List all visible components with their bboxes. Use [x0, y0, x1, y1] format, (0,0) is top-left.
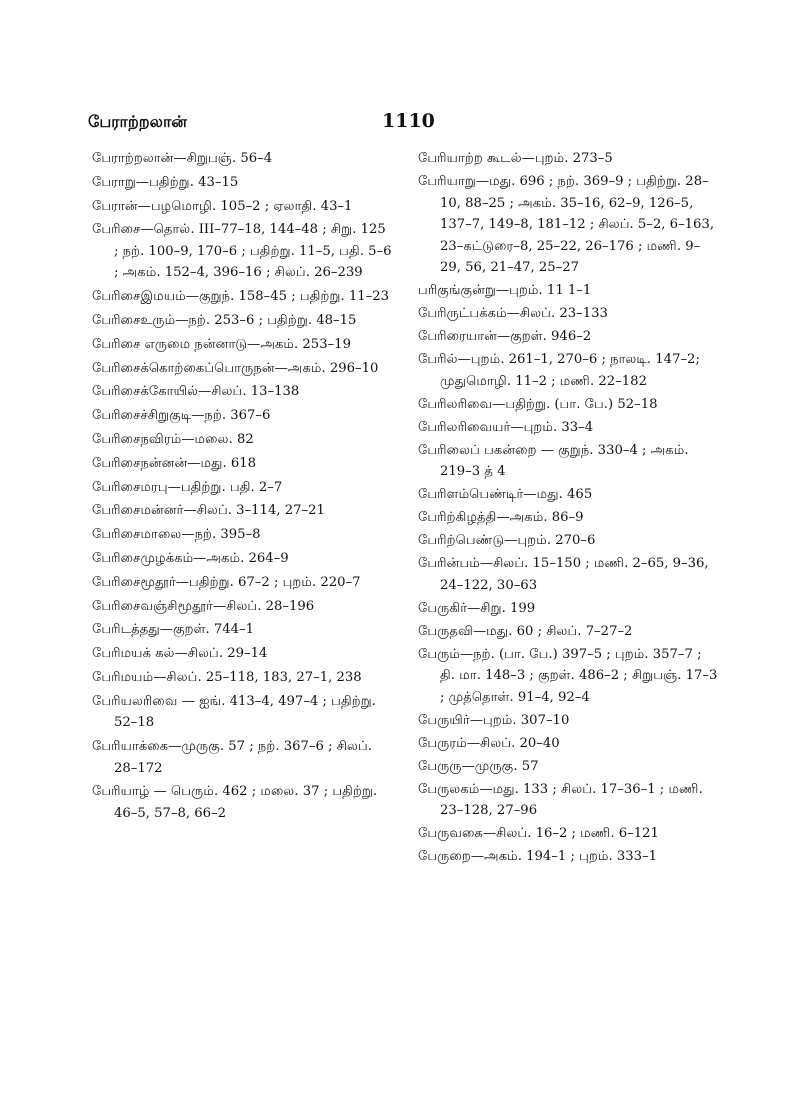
- index-entry: பேருகிர்—சிறு. 199: [418, 600, 536, 616]
- index-entry: பேரிசைநன்னன்—மது. 618: [92, 455, 257, 471]
- index-entry: பேரிசைஉரும்—நற். 253–6 ; பதிற்று. 48–15: [92, 312, 357, 328]
- index-entry: பேரிளம்பெண்டிர்—மது. 465: [418, 487, 593, 502]
- index-entry: பேரிற்கிழத்தி—அகம். 86–9: [418, 510, 584, 525]
- index-entry: பேரிடத்தது—குறள். 744–1: [92, 622, 255, 638]
- index-entry: பேருவகை—சிலப். 16–2 ; மணி. 6–121: [418, 826, 659, 841]
- index-entry: பேரியலரிவை — ஐங். 413–4, 497–4 ; பதிற்று. 52–18: [92, 693, 381, 731]
- index-entry: பேரிசைஇமயம்—குறுந். 158–45 ; பதிற்று. 11–23: [92, 289, 390, 305]
- index-entry: பேராற்றலான்—சிறுபஞ். 56–4: [92, 151, 273, 166]
- index-entry: பேரிசைமன்னர்—சிலப். 3–114, 27–21: [92, 503, 325, 519]
- right-column: [418, 148, 722, 869]
- index-entry: பேரிசைமரபு—பதிற்று. பதி. 2–7: [92, 479, 283, 495]
- index-entry: பேருறை—அகம். 194–1 ; புறம். 333–1: [418, 849, 658, 864]
- index-entry: பேரியாறு—மது. 696 ; நற். 369–9 ; பதிற்று. 28–10, 88–25 ; அகம். 35–16, 62–9, 126–5, 137–7, 149–8, 181–12 ; சிலப். 5–2, 6–163, 23–கட்டுரை–8, 25–22, 26–176 ; மணி. 9–29, 56, 21–47, 25–27: [418, 174, 719, 275]
- running-headword: பேராற்றலான்: [88, 112, 187, 131]
- index-entry: பேரிசைமுழக்கம்—அகம். 264–9: [92, 550, 289, 566]
- index-entry: பேரிசைவஞ்சிமூதூர்—சிலப். 28–196: [92, 598, 315, 614]
- index-entry: பேரிசைநவிரம்—மலை. 82: [92, 431, 254, 447]
- index-entry: பேரிருட்பக்கம்—சிலப். 23–133: [418, 306, 608, 321]
- index-entry: பேரிசை எருமை நன்னாடு—அகம். 253–19: [92, 336, 351, 352]
- index-entry: பேரான்—பழமொழி. 105–2 ; ஏலாதி. 43–1: [92, 198, 353, 214]
- index-entry: பேரிரையான்—குறள். 946–2: [418, 329, 592, 344]
- index-entry: பேரிசை—தொல். III–77–18, 144–48 ; சிறு. 125 ; நற். 100–9, 170–6 ; பதிற்று. 11–5, பதி. 5–6 ; அகம். 152–4, 396–16 ; சிலப். 26–239: [92, 222, 396, 281]
- index-entry: பேருலகம்—மது. 133 ; சிலப். 17–36–1 ; மணி. 23–128, 27–96: [418, 781, 708, 818]
- index-entry: பரிகுங்குன்று—புறம். 11 1–1: [418, 283, 592, 298]
- index-entry: பேரும்—நற். (பா. பே.) 397–5 ; புறம். 357–7 ; தி. மா. 148–3 ; குறள். 486–2 ; சிறுபஞ். 17–3 ; முத்தொள். 91–4, 92–4: [418, 646, 722, 705]
- index-entry: பேரில்—புறம். 261–1, 270–6 ; நாலடி. 147–2; முதுமொழி. 11–2 ; மணி. 22–182: [418, 352, 705, 389]
- index-entry: பேரிற்பெண்டு—புறம். 270–6: [418, 533, 596, 548]
- index-entry: பேருதவி—மது. 60 ; சிலப். 7–27–2: [418, 623, 633, 639]
- index-entry: பேரிசைமாலை—நற். 395–8: [92, 527, 261, 543]
- index-entry: பேரிமயம்—சிலப். 25–118, 183, 27–1, 238: [92, 669, 362, 685]
- index-entry: பேரியாழ் — பெரும். 462 ; மலை. 37 ; பதிற்று. 46–5, 57–8, 66–2: [92, 784, 382, 821]
- left-column: [92, 148, 396, 827]
- index-entry: பேருரு—முருகு. 57: [418, 758, 539, 774]
- index-entry: பேரிமயக் கல்—சிலப். 29–14: [92, 646, 268, 662]
- index-entry: பேரின்பம்—சிலப். 15–150 ; மணி. 2–65, 9–36, 24–122, 30–63: [418, 556, 713, 593]
- index-entry: பேரிசைச்சிறுகுடி—நற். 367–6: [92, 408, 271, 424]
- index-entry: பேரிலரிவையர்—புறம். 33–4: [418, 419, 594, 435]
- index-entry: பேருயிர்—புறம். 307–10: [418, 712, 570, 728]
- index-entry: பேருரம்—சிலப். 20–40: [418, 735, 560, 751]
- index-entry: பேரிசைமூதூர்—பதிற்று. 67–2 ; புறம். 220–7: [92, 574, 361, 590]
- index-entry: பேராறு—பதிற்று. 43–15: [92, 174, 239, 190]
- index-entry: பேரிசைக்கோயில்—சிலப். 13–138: [92, 384, 300, 400]
- index-entry: பேரியாற்ற கூடல்—புறம். 273–5: [418, 151, 613, 166]
- index-entry: பேரியாக்கை—முருகு. 57 ; நற். 367–6 ; சிலப். 28–172: [92, 739, 377, 776]
- page-number: 1110: [382, 110, 435, 132]
- index-entry: பேரிலைப் பகன்றை — குறுந். 330–4 ; அகம். 219–3 த் 4: [418, 442, 693, 479]
- index-entry: பேரிசைக்கொற்கைப்பொருநன்—அகம். 296–10: [92, 360, 379, 376]
- index-entry: பேரிலரிவை—பதிற்று. (பா. பே.) 52–18: [418, 396, 658, 412]
